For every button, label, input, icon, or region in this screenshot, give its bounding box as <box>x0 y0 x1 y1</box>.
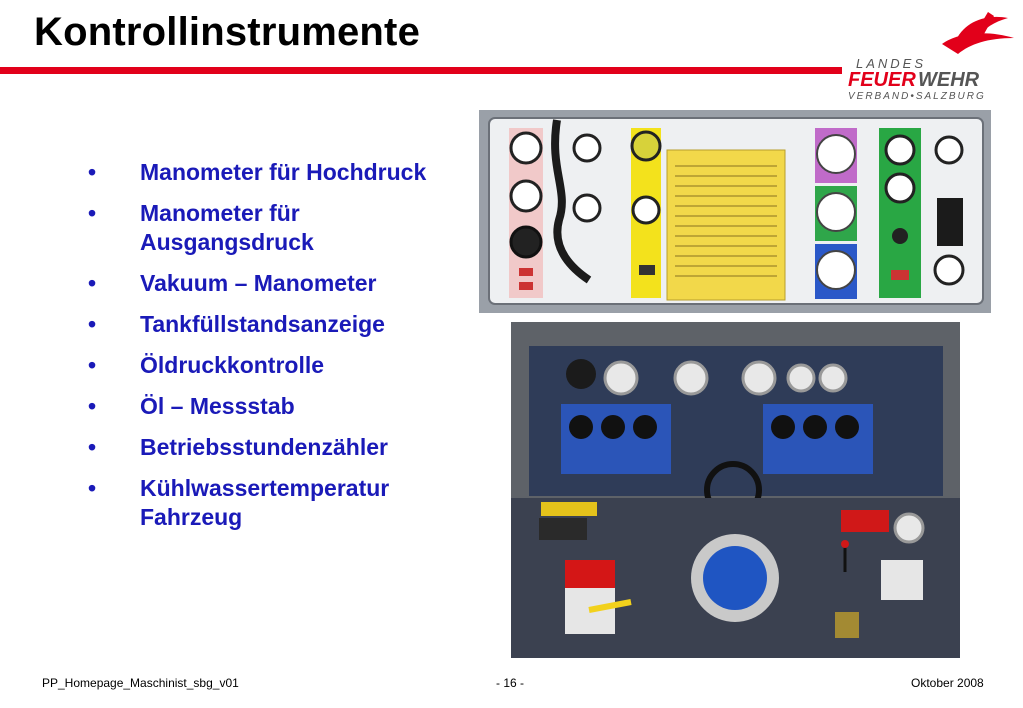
bullet-symbol: • <box>88 352 97 378</box>
footer-date: Oktober 2008 <box>911 676 984 690</box>
list-item <box>88 351 468 380</box>
bullet-symbol: • <box>88 393 97 419</box>
bullet-symbol: • <box>88 311 97 337</box>
list-item-text: Kühlwassertemperatur Fahrzeug <box>140 475 390 530</box>
footer-page-number: - 16 - <box>496 676 525 690</box>
bullet-symbol: • <box>88 434 97 460</box>
svg-text:FEUER: FEUER <box>848 69 916 91</box>
list-item-text: Öldruckkontrolle <box>140 352 325 378</box>
list-item <box>88 158 468 187</box>
bullet-symbol: • <box>88 200 97 226</box>
list-item <box>88 474 468 532</box>
list-item <box>88 392 468 421</box>
page-title: Kontrollinstrumente <box>34 10 421 54</box>
svg-text:WEHR: WEHR <box>918 69 980 91</box>
list-item-text: Manometer für Ausgangsdruck <box>140 200 314 255</box>
list-item <box>88 269 468 298</box>
list-item-text: Vakuum – Manometer <box>140 270 377 296</box>
title-underline <box>0 67 842 74</box>
bullet-symbol: • <box>88 270 97 296</box>
control-panel-photo <box>479 110 991 313</box>
list-item <box>88 310 468 339</box>
list-item <box>88 199 468 257</box>
pump-panel-photo <box>511 322 960 658</box>
footer-document-name: PP_Homepage_Maschinist_sbg_v01 <box>42 676 239 690</box>
instrument-list <box>88 158 468 544</box>
bullet-symbol: • <box>88 475 97 501</box>
list-item-text: Tankfüllstandsanzeige <box>140 311 385 337</box>
list-item-text: Manometer für Hochdruck <box>140 159 427 185</box>
list-item <box>88 433 468 462</box>
feuerwehr-logo <box>838 10 1020 100</box>
list-item-text: Betriebsstundenzähler <box>140 434 388 460</box>
svg-text:VERBAND•SALZBURG: VERBAND•SALZBURG <box>848 91 986 100</box>
svg-text:LANDES: LANDES <box>856 56 927 71</box>
list-item-text: Öl – Messstab <box>140 393 295 419</box>
bullet-symbol: • <box>88 159 97 185</box>
